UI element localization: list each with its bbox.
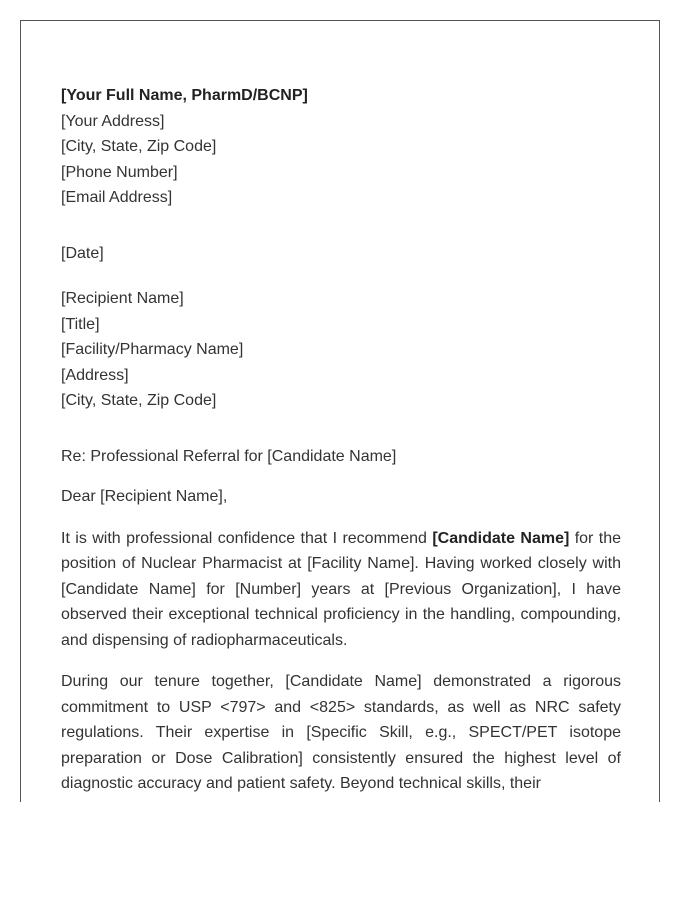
sender-address: [Your Address] (61, 112, 165, 130)
date-block (61, 241, 621, 267)
body-paragraph-1 (61, 526, 621, 654)
recipient-city-state-zip: [City, State, Zip Code] (61, 392, 217, 409)
body-paragraph-2: During our tenure together, [Candidate Name] demonstrated a rigorous commitment to USP <797> and <825> standards, as well as NRC safety regulations. Their expertise in [Specific Skill, e.g., SPECT/PET isotope preparation or Dose Calibration] consistently ensured the highest level of diagnostic accuracy and patient safety. Beyond technical skills, their (61, 673, 621, 792)
subject-line: Re: Professional Referral for [Candidate Name] (61, 447, 397, 465)
recipient-name: [Recipient Name] (61, 290, 184, 307)
recipient-block (61, 286, 621, 414)
letter-date: [Date] (61, 244, 104, 262)
recipient-facility: [Facility/Pharmacy Name] (61, 341, 244, 358)
salutation: Dear [Recipient Name], (61, 488, 228, 505)
paragraph-1-intro: It is with professional confidence that I recommend (61, 529, 433, 547)
subject-line-block (61, 444, 621, 470)
recipient-address: [Address] (61, 366, 129, 384)
salutation-block (61, 484, 621, 510)
letter-content (61, 83, 621, 797)
sender-city-state-zip: [City, State, Zip Code] (61, 138, 217, 155)
sender-block (61, 83, 621, 211)
sender-phone: [Phone Number] (61, 163, 178, 181)
letter-page (20, 20, 660, 802)
sender-name: [Your Full Name, PharmD/BCNP] (61, 87, 308, 104)
paragraph-1-rest: for the position of Nuclear Pharmacist at [Facility Name]. Having worked closely with [Candidate Name] for [Number] years at [Previous Organization], I have observed their exceptional technical proficiency in the handling, compounding, and dispensing of radiopharmaceuticals. (61, 529, 622, 649)
recipient-title: [Title] (61, 315, 100, 333)
sender-email: [Email Address] (61, 189, 173, 206)
candidate-name-bold: [Candidate Name] (432, 529, 570, 547)
